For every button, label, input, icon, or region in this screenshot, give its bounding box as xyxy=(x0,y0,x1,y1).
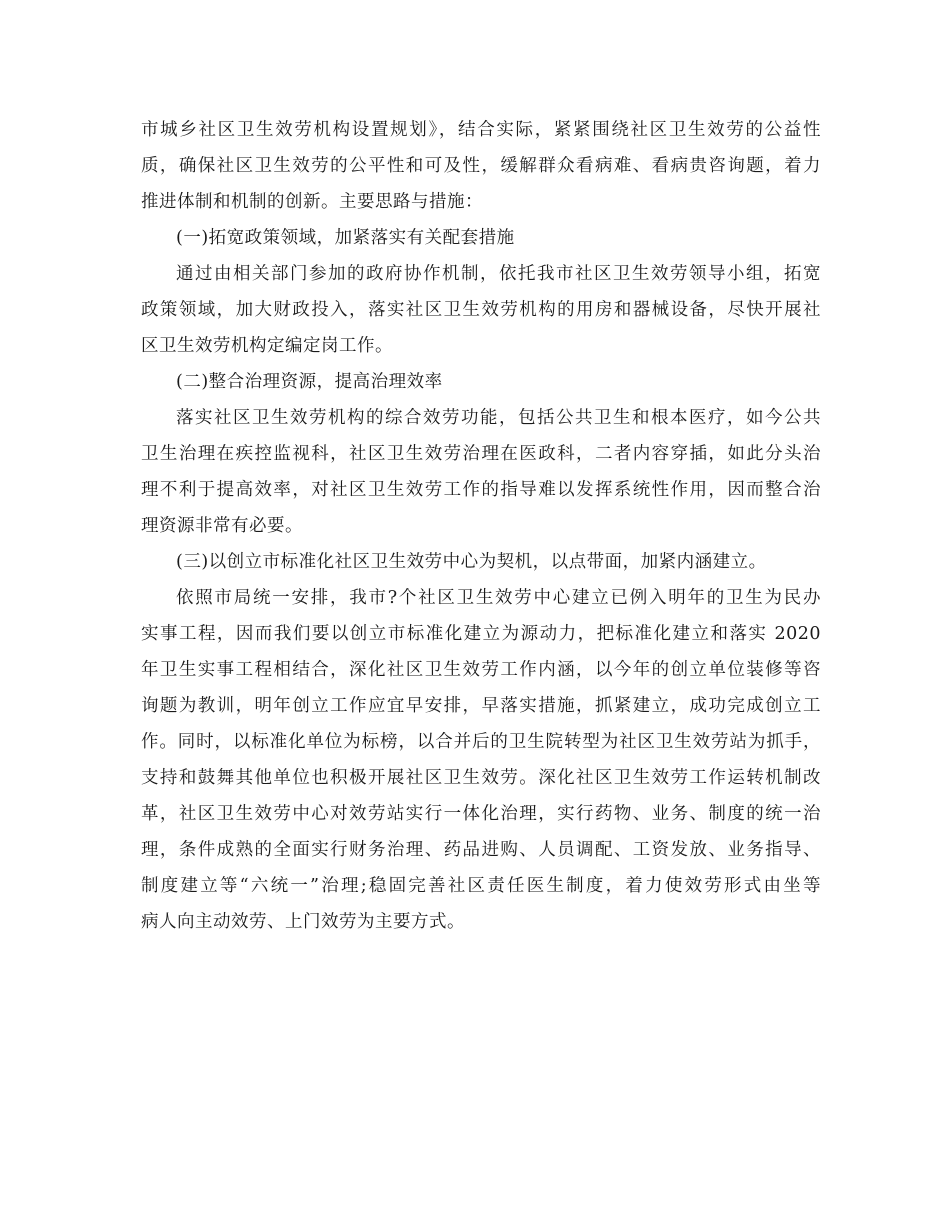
text-line: 落实社区卫生效劳机构的综合效劳功能，包括公共卫生和根本医疗，如今公共 xyxy=(176,408,821,428)
text-line: 依照市局统一安排，我市?个社区卫生效劳中心建立已例入明年的卫生为民办 xyxy=(176,588,821,608)
text-line: 理，条件成熟的全面实行财务治理、药品进购、人员调配、工资发放、业务指导、 xyxy=(141,840,821,860)
text-line: 年卫生实事工程相结合，深化社区卫生效劳工作内涵，以今年的创立单位装修等咨 xyxy=(141,660,821,680)
text-line: 作。同时，以标准化单位为标榜，以合并后的卫生院转型为社区卫生效劳站为抓手， xyxy=(141,732,821,752)
text-line: (一)拓宽政策领域，加紧落实有关配套措施 xyxy=(176,228,515,248)
text-line: 卫生治理在疾控监视科，社区卫生效劳治理在医政科，二者内容穿插，如此分头治 xyxy=(141,444,821,464)
text-line: 政策领域，加大财政投入，落实社区卫生效劳机构的用房和器械设备，尽快开展社 xyxy=(141,300,821,320)
text-line: 实事工程，因而我们要以创立市标准化建立为源动力，把标准化建立和落实 2020 xyxy=(141,624,821,644)
text-line: 病人向主动效劳、上门效劳为主要方式。 xyxy=(141,912,465,932)
text-line: 区卫生效劳机构定编定岗工作。 xyxy=(141,336,393,356)
document-body xyxy=(141,112,821,940)
text-line: 质，确保社区卫生效劳的公平性和可及性，缓解群众看病难、看病贵咨询题，着力 xyxy=(141,156,821,176)
text-line: 制度建立等“六统一”治理;稳固完善社区责任医生制度，着力使效劳形式由坐等 xyxy=(141,876,821,896)
text-line: 支持和鼓舞其他单位也积极开展社区卫生效劳。深化社区卫生效劳工作运转机制改 xyxy=(141,768,821,788)
text-line: (二)整合治理资源，提高治理效率 xyxy=(176,372,443,392)
text-line: 理资源非常有必要。 xyxy=(141,516,303,536)
text-line: 革，社区卫生效劳中心对效劳站实行一体化治理，实行药物、业务、制度的统一治 xyxy=(141,804,821,824)
text-line: 通过由相关部门参加的政府协作机制，依托我市社区卫生效劳领导小组，拓宽 xyxy=(176,264,821,284)
text-line: 推进体制和机制的创新。主要思路与措施： xyxy=(141,192,483,212)
text-line: (三)以创立市标准化社区卫生效劳中心为契机，以点带面，加紧内涵建立。 xyxy=(176,552,767,572)
text-line: 市城乡社区卫生效劳机构设置规划》，结合实际，紧紧围绕社区卫生效劳的公益性 xyxy=(141,120,821,140)
text-line: 理不利于提高效率，对社区卫生效劳工作的指导难以发挥系统性作用，因而整合治 xyxy=(141,480,821,500)
text-line: 询题为教训，明年创立工作应宜早安排，早落实措施，抓紧建立，成功完成创立工 xyxy=(141,696,821,716)
